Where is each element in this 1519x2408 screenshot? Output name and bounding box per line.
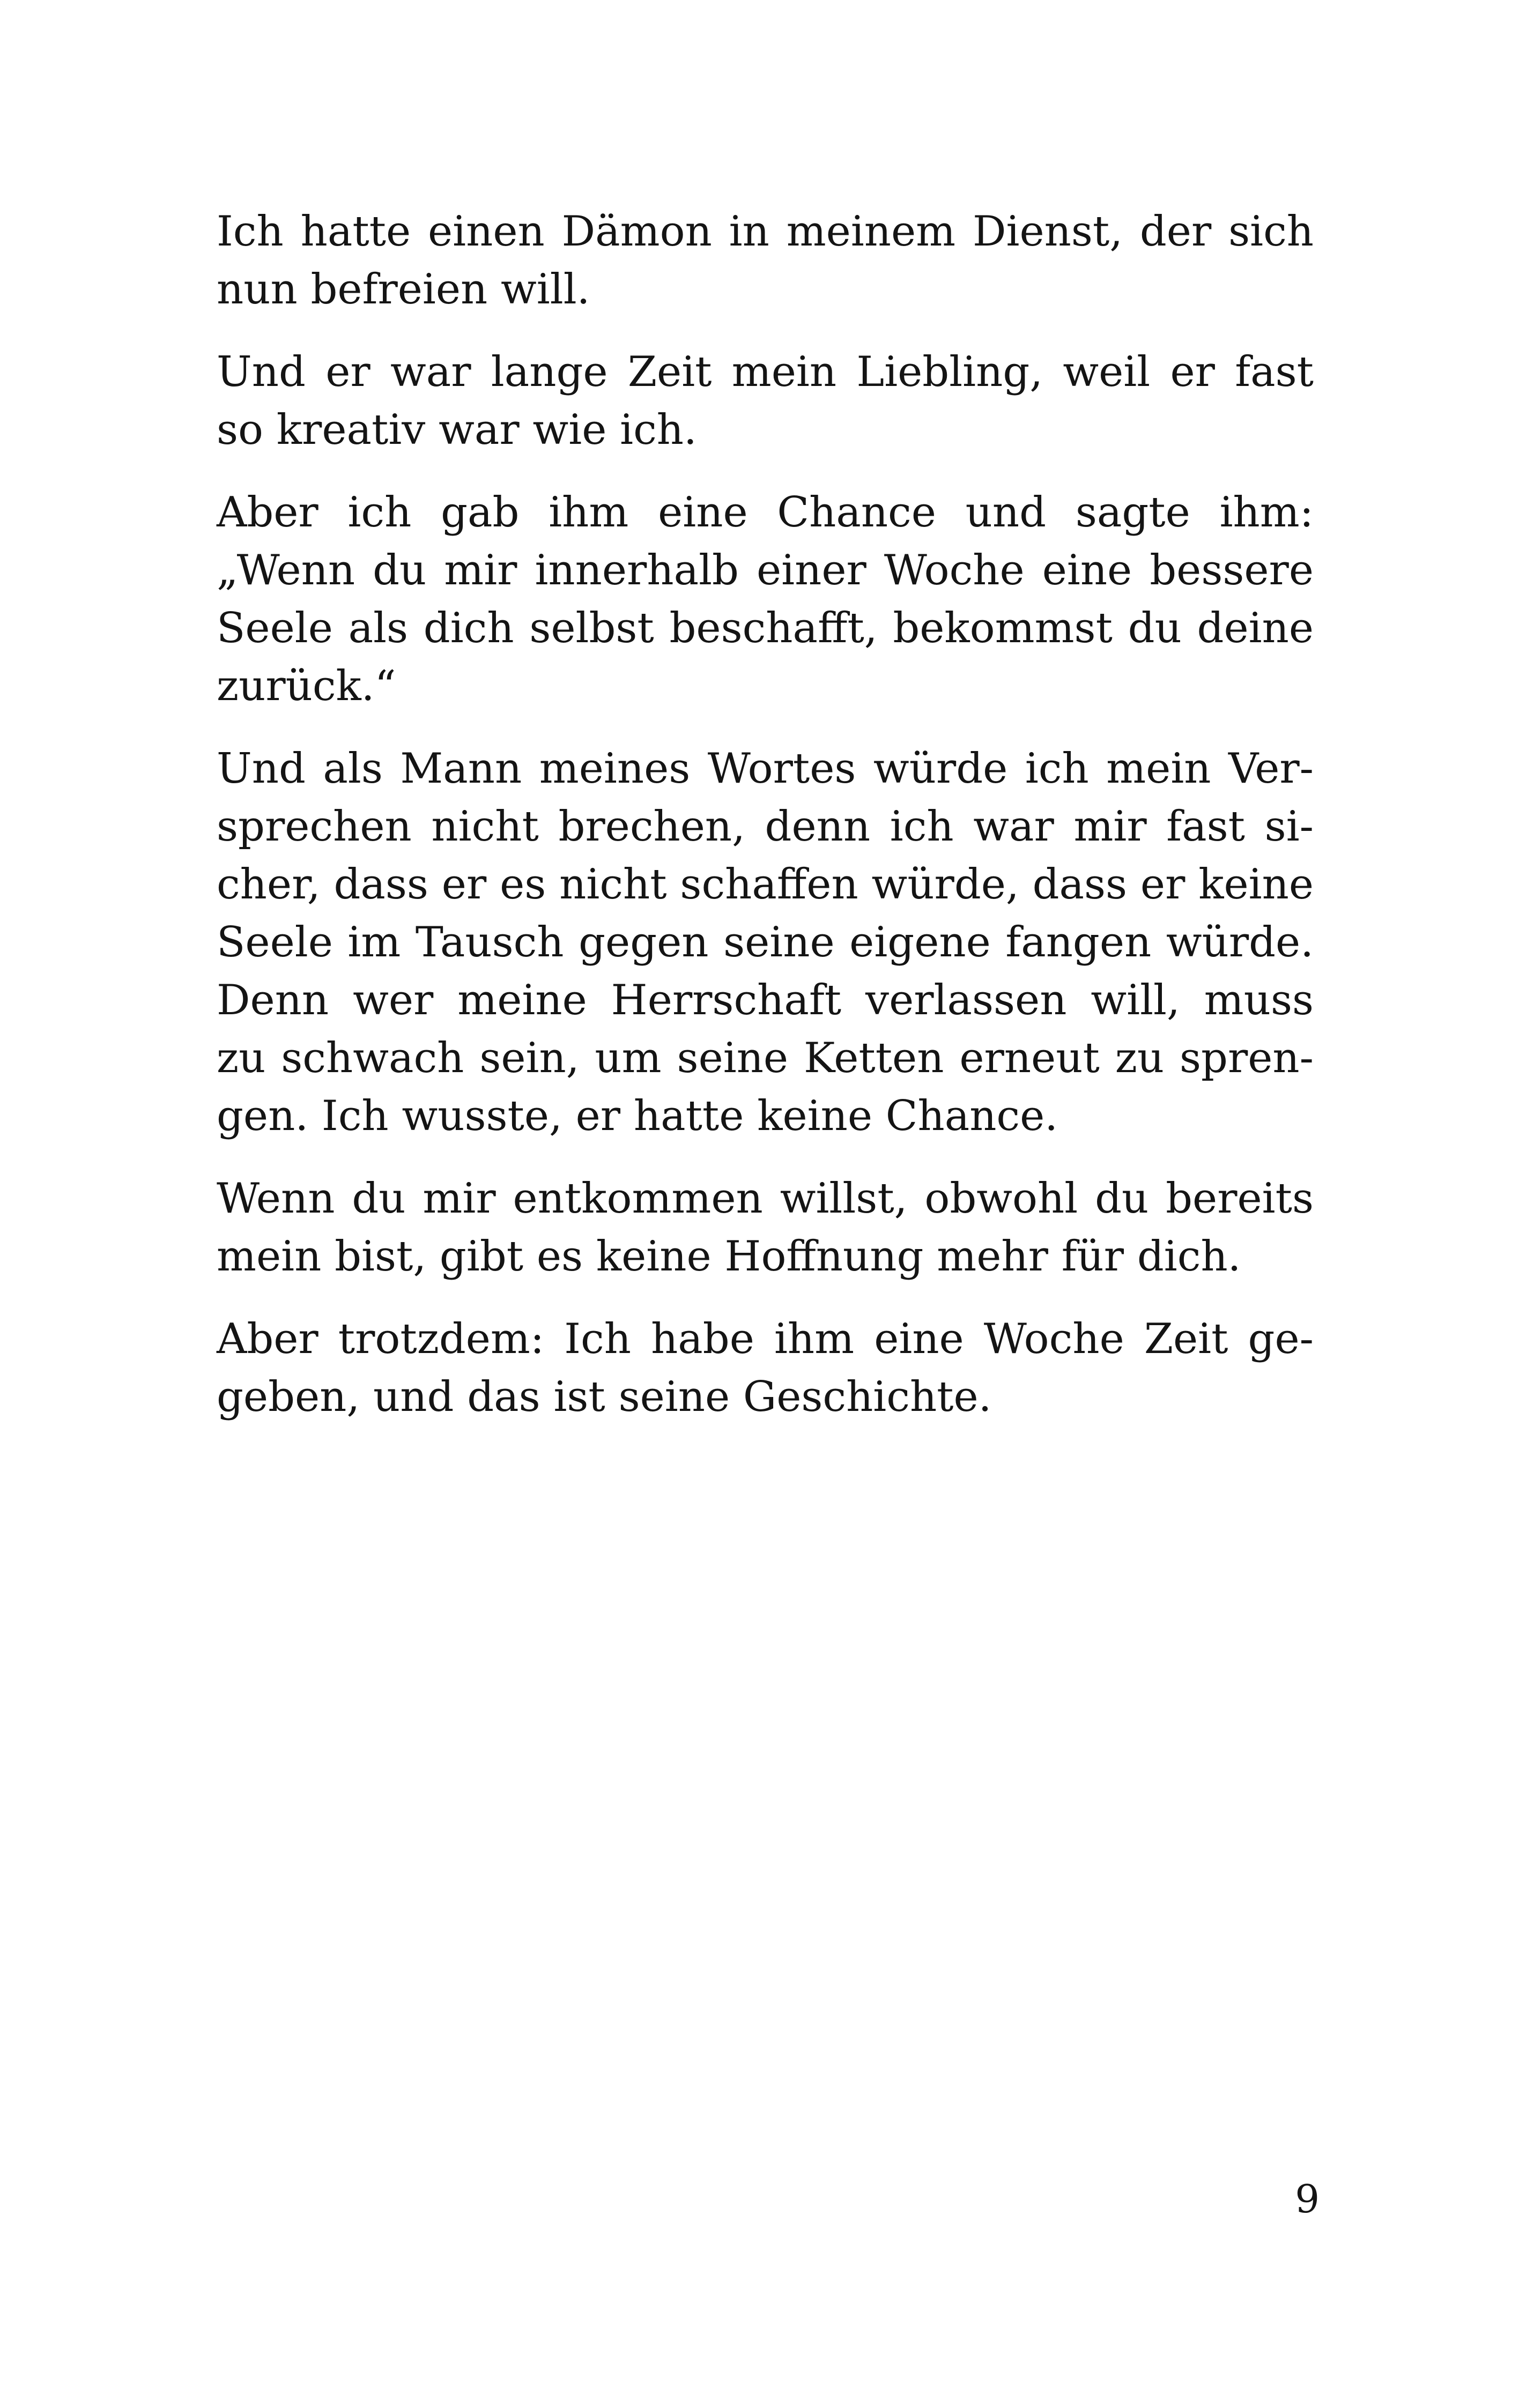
text-line: nun befreien will. xyxy=(217,265,590,314)
text-line: zu schwach sein, um seine Ketten erneut zu spren- xyxy=(217,1034,1314,1082)
text-line: mein bist, gibt es keine Hoffnung mehr für dich. xyxy=(217,1232,1241,1281)
paragraph-2 xyxy=(217,343,1314,459)
text-line: Und er war lange Zeit mein Liebling, weil er fast xyxy=(217,348,1314,396)
text-line: Und als Mann meines Wortes würde ich mein Ver- xyxy=(217,745,1314,793)
text-line: Seele im Tausch gegen seine eigene fangen würde. xyxy=(217,918,1314,967)
text-line: Wenn du mir entkommen willst, obwohl du bereits xyxy=(217,1175,1314,1223)
text-line: Aber trotzdem: Ich habe ihm eine Woche Zeit ge- xyxy=(217,1315,1314,1363)
paragraph-3 xyxy=(217,484,1314,715)
page-number: 9 xyxy=(1295,2176,1320,2221)
text-line: so kreativ war wie ich. xyxy=(217,406,697,454)
body-text xyxy=(217,203,1314,1451)
text-line: sprechen nicht brechen, denn ich war mir fast si- xyxy=(217,802,1314,851)
text-line: Seele als dich selbst beschafft, bekommst du deine xyxy=(217,604,1314,652)
paragraph-1 xyxy=(217,203,1314,318)
text-line: gen. Ich wusste, er hatte keine Chance. xyxy=(217,1092,1058,1140)
paragraph-5 xyxy=(217,1170,1314,1285)
text-line: Ich hatte einen Dämon in meinem Dienst, der sich xyxy=(217,207,1314,256)
text-line: zurück.“ xyxy=(217,662,396,710)
paragraph-6 xyxy=(217,1310,1314,1426)
paragraph-4 xyxy=(217,740,1314,1145)
text-line: Denn wer meine Herrschaft verlassen will, muss xyxy=(217,976,1314,1024)
text-line: Aber ich gab ihm eine Chance und sagte ihm: xyxy=(217,488,1314,537)
text-line: geben, und das ist seine Geschichte. xyxy=(217,1373,992,1421)
text-line: „Wenn du mir innerhalb einer Woche eine bessere xyxy=(217,546,1314,594)
text-line: cher, dass er es nicht schaffen würde, dass er keine xyxy=(217,860,1314,909)
